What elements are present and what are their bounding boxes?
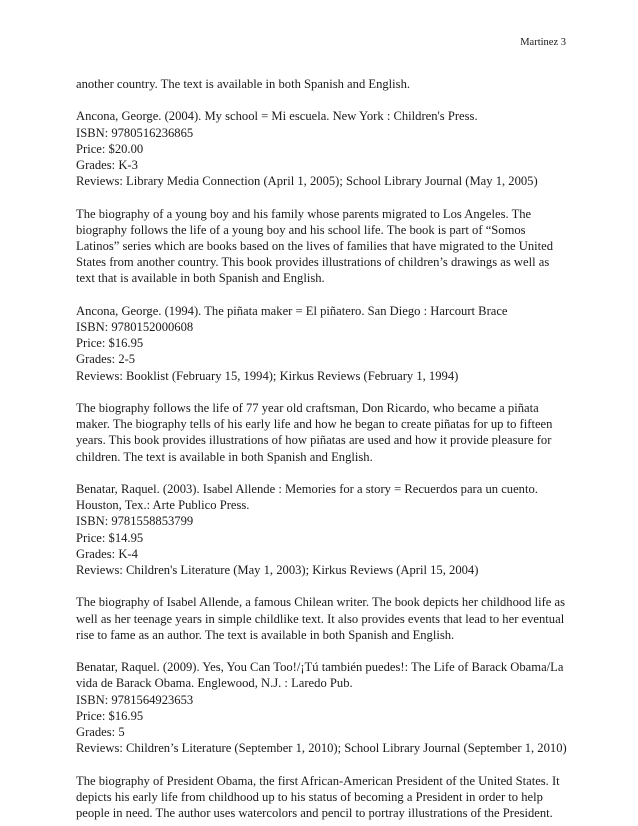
book-entry (76, 659, 568, 756)
entry-isbn: ISBN: 9780516236865 (76, 125, 194, 140)
entry-isbn: ISBN: 9781558853799 (76, 514, 194, 529)
entry-grades: Grades: 5 (76, 725, 125, 740)
entry-citation: Ancona, George. (1994). The piñata maker = El piñatero. San Diego : Harcourt Brace (76, 303, 508, 318)
lead-text: another country. The text is available in both Spanish and English. (76, 77, 411, 91)
entry-description: The biography follows the life of 77 year old craftsman, Don Ricardo, who became a piñata maker. The biography tells of his early life and how he began to create piñatas for up to fifteen years. This book provides illustrations of how piñatas are used and how it provide pleasure for children. The text is available in both Spanish and English. (76, 401, 553, 464)
spacer (76, 578, 568, 594)
entry-description-block (76, 400, 568, 465)
entry-description-block (76, 594, 568, 643)
page-content (76, 76, 568, 821)
entry-isbn: ISBN: 9781564923653 (76, 692, 194, 707)
entry-grades: Grades: 2-5 (76, 352, 136, 367)
entry-reviews: Reviews: Children’s Literature (September 1, 2010); School Library Journal (September 1, 2010) (76, 741, 567, 756)
entry-isbn: ISBN: 9780152000608 (76, 320, 194, 334)
book-entry (76, 481, 568, 578)
spacer (76, 189, 568, 205)
spacer (76, 465, 568, 481)
entry-citation: Benatar, Raquel. (2003). Isabel Allende : Memories for a story = Recuerdos para un cuento. (76, 482, 538, 496)
spacer (76, 756, 568, 772)
entry-reviews: Reviews: Booklist (February 15, 1994); Kirkus Reviews (February 1, 1994) (76, 368, 459, 383)
book-entry (76, 108, 568, 189)
entry-price: Price: $20.00 (76, 141, 144, 156)
entry-reviews: Reviews: Children's Literature (May 1, 2003); Kirkus Reviews (April 15, 2004) (76, 563, 479, 578)
entry-price: Price: $16.95 (76, 708, 144, 723)
entry-grades: Grades: K-3 (76, 158, 138, 172)
entry-citation-continued: Houston, Tex.: Arte Publico Press. (76, 498, 250, 513)
entry-description-block (76, 206, 568, 287)
spacer (76, 384, 568, 400)
entry-reviews: Reviews: Library Media Connection (April 1, 2005); School Library Journal (May 1, 2005) (76, 174, 538, 189)
entry-price: Price: $16.95 (76, 336, 144, 351)
entry-grades: Grades: K-4 (76, 546, 138, 561)
spacer (76, 643, 568, 659)
spacer (76, 92, 568, 108)
entry-description: The biography of President Obama, the first African-American President of the United States. It depicts his early life from childhood up to his status of becoming a President in order to help people in need. The author uses watercolors and pencil to portray illustrations of the President. (76, 773, 560, 821)
entry-description: The biography of Isabel Allende, a famous Chilean writer. The book depicts her childhood life as well as her teenage years in simple childlike text. It also provides events that lead to her eventual rise to fame as an author. The text is available in both Spanish and English. (76, 595, 566, 642)
page-header: Martinez 3 (520, 37, 566, 48)
entry-citation: Ancona, George. (2004). My school = Mi escuela. New York : Children's Press. (76, 109, 478, 124)
spacer (76, 287, 568, 303)
book-entry (76, 303, 568, 384)
entry-description: The biography of a young boy and his family whose parents migrated to Los Angeles. The biography follows the life of a young boy and his school life. The book is part of “Somos Latinos” series which are books based on the lives of families that have migrated to the United States from another country. This book provides illustrations of children’s drawings as well as text that is available in both Spanish and English. (76, 206, 554, 286)
entry-citation-continued: vida de Barack Obama. Englewood, N.J. : Laredo Pub. (76, 676, 353, 691)
entry-citation: Benatar, Raquel. (2009). Yes, You Can Too!/¡Tú también puedes!: The Life of Barack Obama/La (76, 660, 564, 675)
entry-price: Price: $14.95 (76, 530, 144, 545)
entry-description-block (76, 773, 568, 822)
